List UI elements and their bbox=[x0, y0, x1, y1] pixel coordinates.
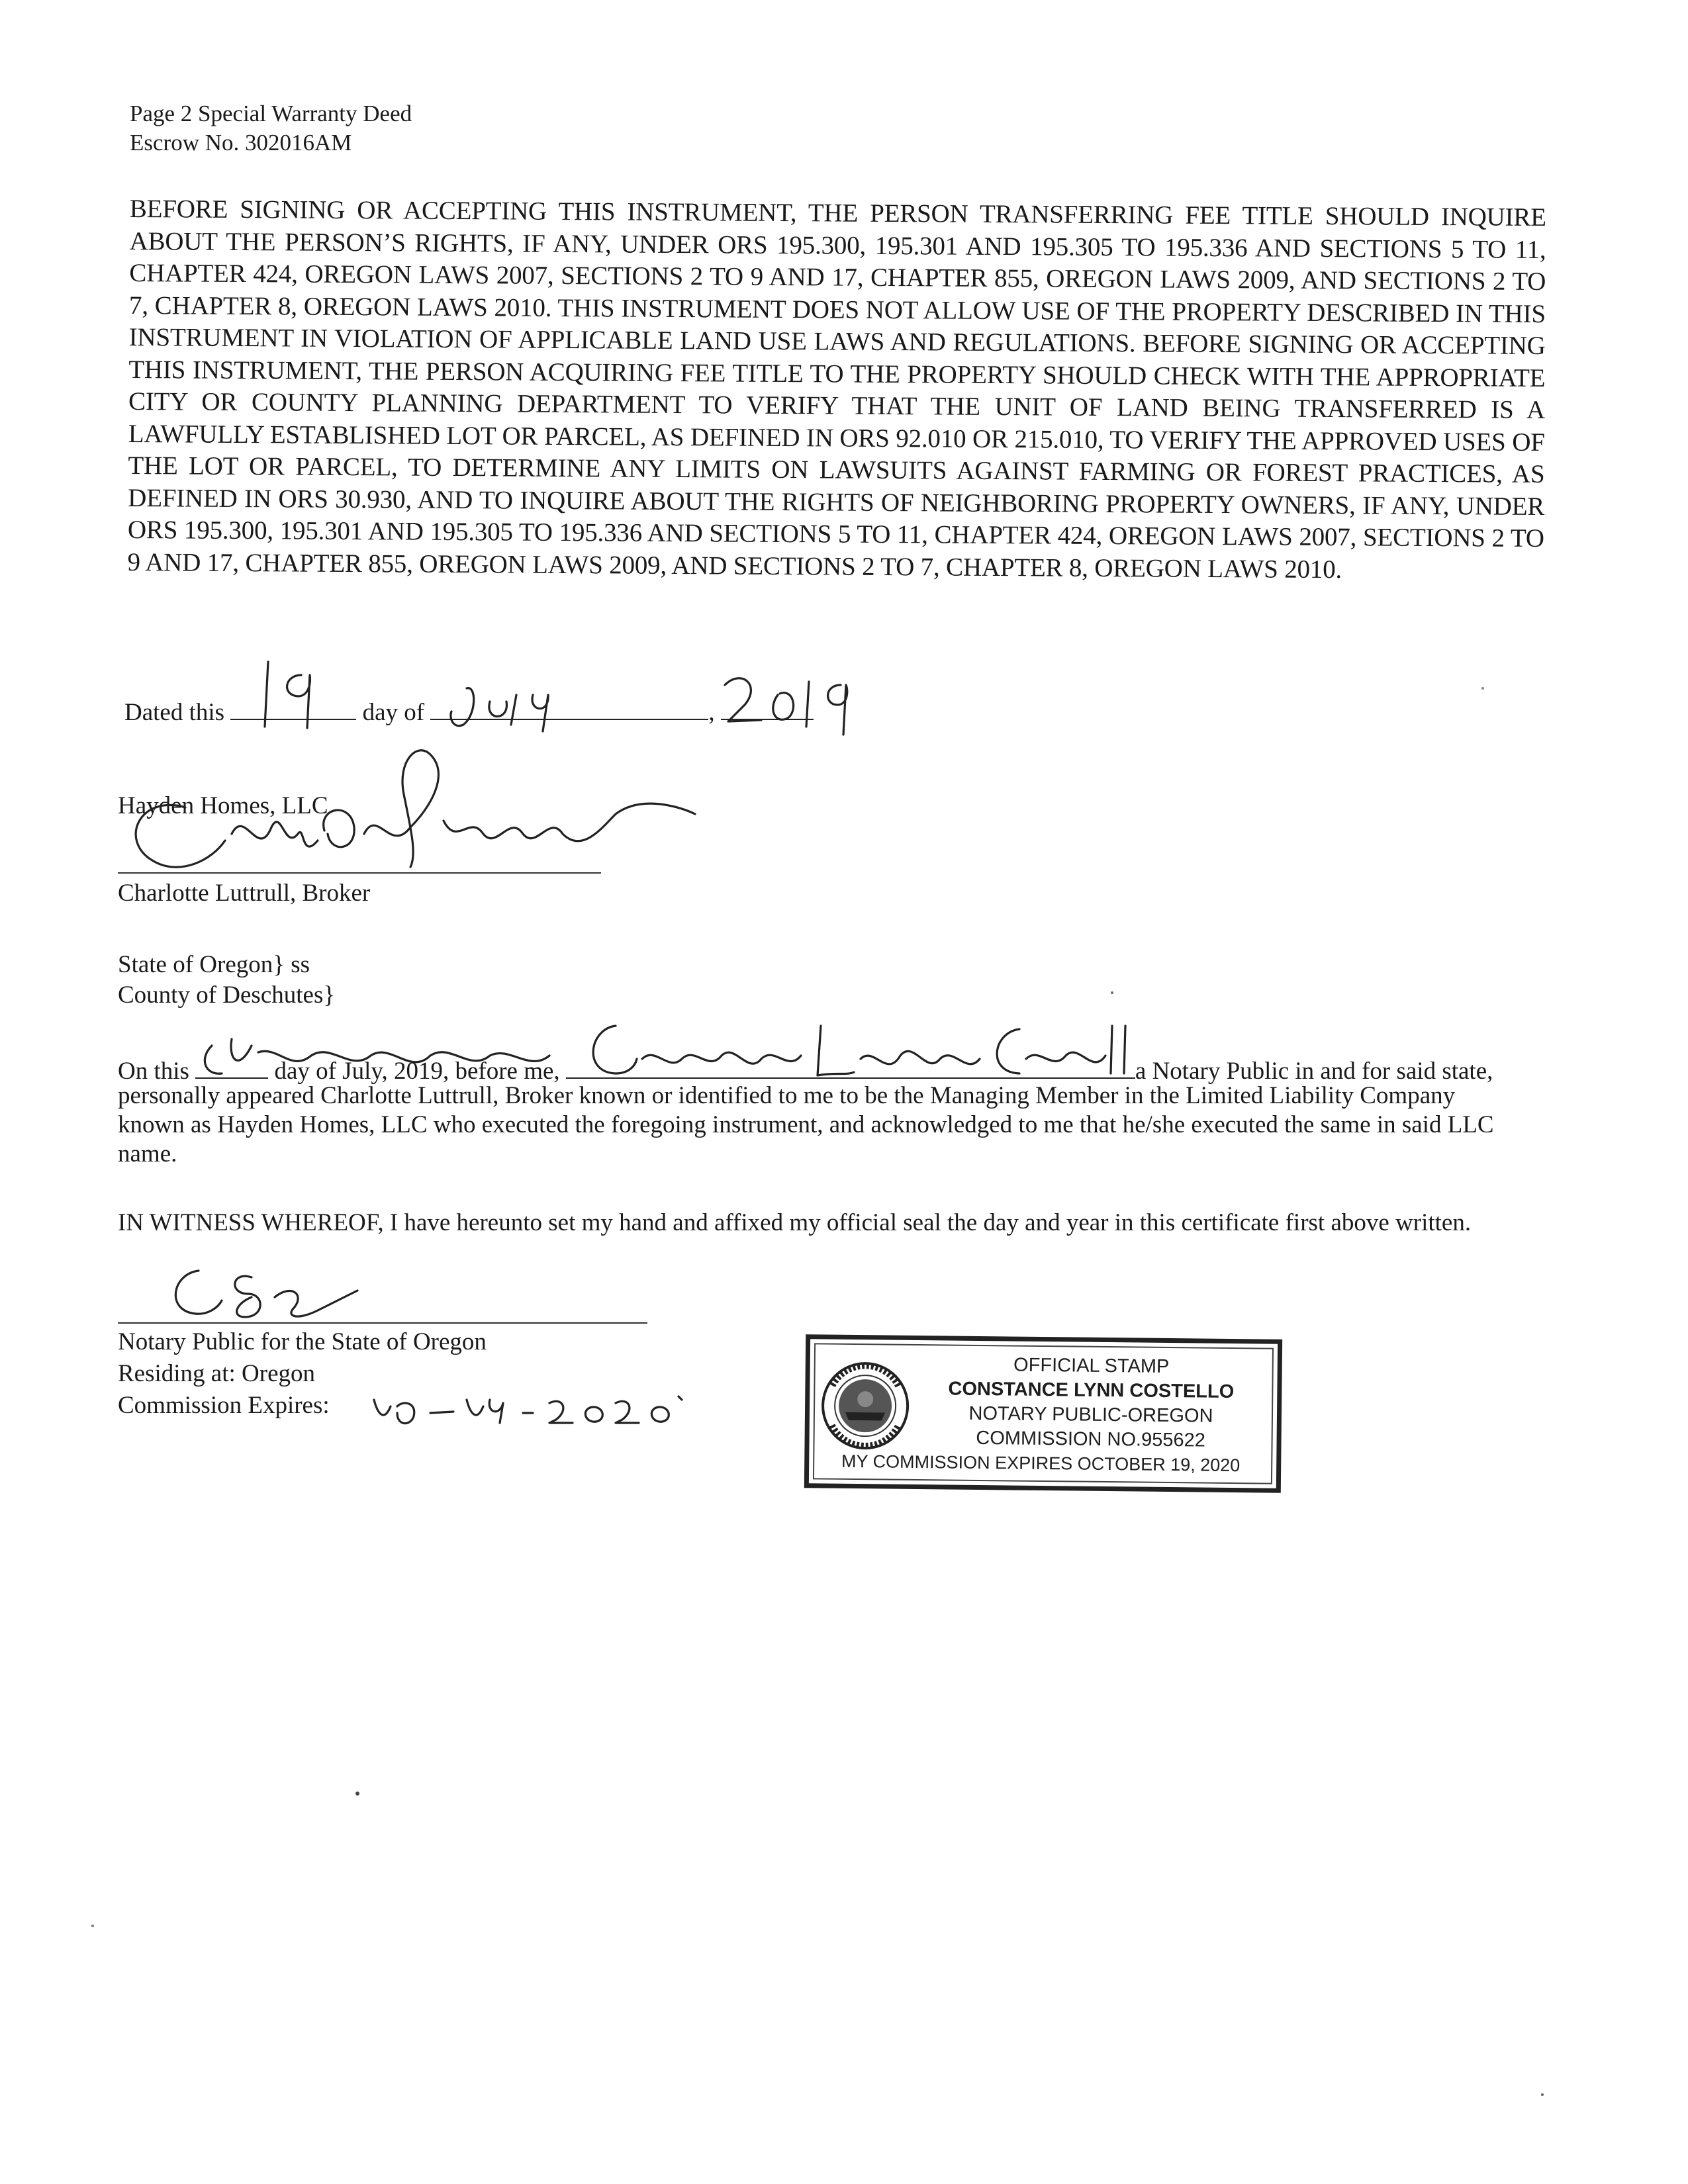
stamp-commission-number: COMMISSION NO.955622 bbox=[976, 1427, 1206, 1451]
stamp-notary-public: NOTARY PUBLIC-OREGON bbox=[968, 1402, 1213, 1427]
stamp-notary-name: CONSTANCE LYNN COSTELLO bbox=[948, 1378, 1235, 1403]
dated-line: Dated this day of , bbox=[124, 692, 814, 727]
notary-line1: Notary Public for the State of Oregon bbox=[118, 1328, 487, 1355]
stamp-expiration: MY COMMISSION EXPIRES OCTOBER 19, 2020 bbox=[841, 1451, 1241, 1476]
notary-signature-line bbox=[118, 1322, 647, 1324]
warning-text: BEFORE SIGNING OR ACCEPTING THIS INSTRUMENT, THE PERSON TRANSFERRING FEE TITLE SHOULD INQUIRE ABOUT THE PERSON’S RIGHTS, IF ANY, UNDER ORS 195.300, 195.301 AND 195.305 TO 195.336 AND SECTIONS 5 TO 11, CHAPTER 424, OREGON LAWS 2007, SECTIONS 2 TO 9 AND 17, CHAPTER 855, OREGON LAWS 2009, AND SECTIONS 2 TO 7, CHAPTER 8, OREGON LAWS 2010. THIS INSTRUMENT DOES NOT ALLOW USE OF THE PROPERTY DESCRIBED IN THIS INSTRUMENT IN VIOLATION OF APPLICABLE LAND USE LAWS AND REGULATIONS. BEFORE SIGNING OR ACCEPTING THIS INSTRUMENT, THE PERSON ACQUIRING FEE TITLE TO THE PROPERTY SHOULD CHECK WITH THE APPROPRIATE CITY OR COUNTY PLANNING DEPARTMENT TO VERIFY THAT THE UNIT OF LAND BEING TRANSFERRED IS A LAWFULLY ESTABLISHED LOT OR PARCEL, AS DEFINED IN ORS 92.010 OR 215.010, TO VERIFY THE APPROVED USES OF THE LOT OR PARCEL, TO DETERMINE ANY LIMITS ON LAWSUITS AGAINST FARMING OR FOREST PRACTICES, AS DEFINED IN ORS 30.930, AND TO INQUIRE ABOUT THE RIGHTS OF NEIGHBORING PROPERTY OWNERS, IF ANY, UNDER ORS 195.300, 195.301 AND 195.305 TO 195.336 AND SECTIONS 5 TO 11, CHAPTER 424, OREGON LAWS 2007, SECTIONS 2 TO 9 AND 17, CHAPTER 855, OREGON LAWS 2009, AND SECTIONS 2 TO 7, CHAPTER 8, OREGON LAWS 2010. bbox=[127, 194, 1546, 584]
statutory-warning bbox=[127, 193, 1546, 587]
ack-on-this: On this bbox=[118, 1058, 189, 1085]
ack-after-day: day of July, 2019, before me, bbox=[274, 1058, 560, 1085]
document-header bbox=[130, 99, 412, 158]
venue-state: State of Oregon} ss bbox=[118, 951, 310, 978]
stamp-text-block bbox=[841, 1352, 1274, 1479]
notary-signature bbox=[159, 1257, 377, 1330]
grantor-signature-line bbox=[118, 872, 601, 874]
grantor-signature bbox=[99, 735, 761, 887]
escrow-number: Escrow No. 302016AM bbox=[130, 130, 352, 156]
notary-line3 bbox=[118, 1391, 330, 1420]
dated-middle: day of bbox=[362, 699, 425, 726]
commission-expires-label: Commission Expires: bbox=[118, 1392, 330, 1419]
grantor-company: Hayden Homes, LLC bbox=[118, 792, 328, 819]
handwritten-expiration bbox=[367, 1387, 698, 1433]
oregon-state-seal-icon bbox=[818, 1359, 912, 1452]
dated-prefix: Dated this bbox=[124, 699, 225, 726]
grantor-signer: Charlotte Luttrull, Broker bbox=[118, 880, 371, 907]
ack-after-name: a Notary Public in and for said state, bbox=[1135, 1058, 1493, 1085]
ack-rest: personally appeared Charlotte Luttrull, Broker known or identified to me to be the Managing Member in the Limited Liability Company known as Hayden Homes, LLC who executed the foregoing instrument, and acknowledged to me that he/she executed the same in said LLC name. bbox=[118, 1082, 1494, 1167]
venue-county: County of Deschutes} bbox=[118, 981, 336, 1009]
official-notary-stamp bbox=[804, 1334, 1282, 1493]
notary-line2: Residing at: Oregon bbox=[118, 1360, 316, 1387]
stamp-title: OFFICIAL STAMP bbox=[1013, 1354, 1170, 1377]
witness-text: IN WITNESS WHEREOF, I have hereunto set my hand and affixed my official seal the day and year in this certificate first above written. bbox=[118, 1209, 1472, 1236]
page-heading: Page 2 Special Warranty Deed bbox=[130, 101, 412, 126]
